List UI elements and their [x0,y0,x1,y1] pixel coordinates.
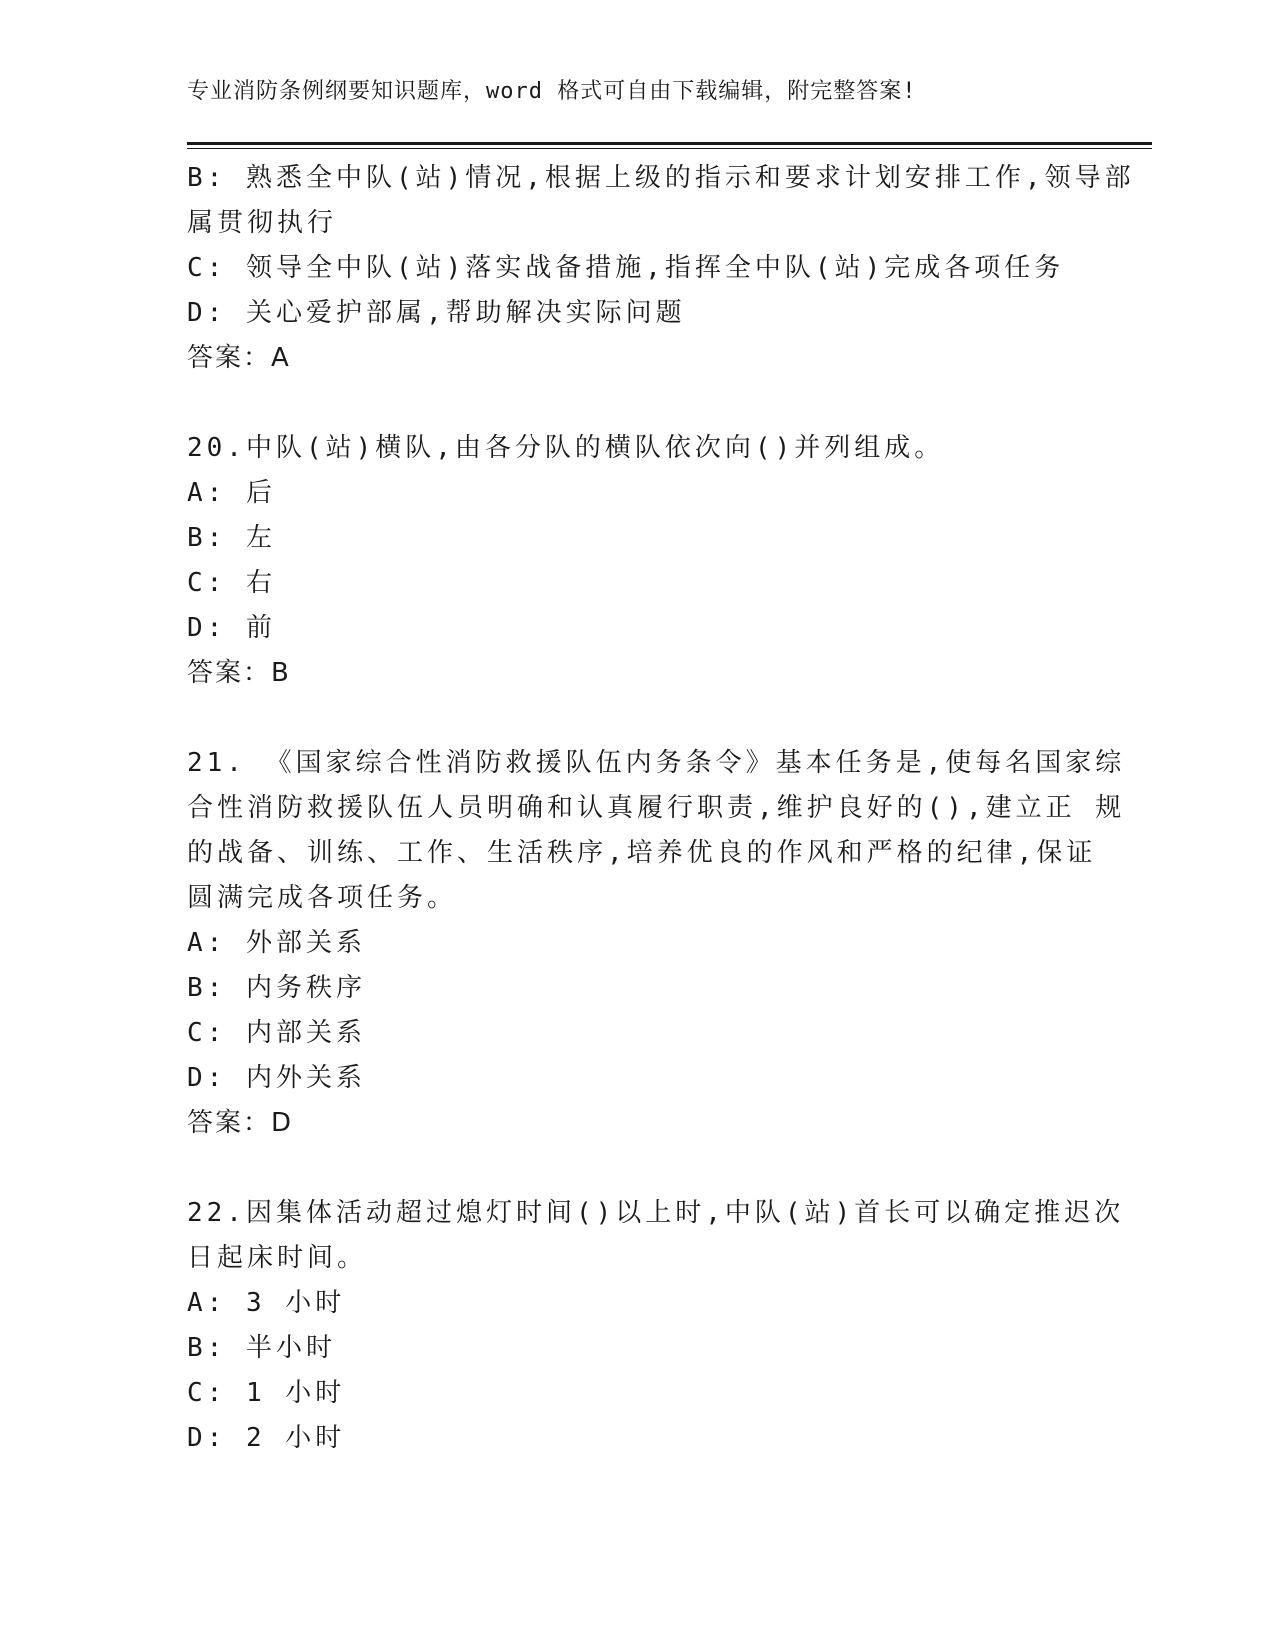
question-21 [187,741,1126,1146]
answer: 答案：B [187,658,291,688]
header-rule-thin [187,148,1152,149]
option-c: C: 内部关系 [187,1018,366,1048]
spacer [187,381,1087,426]
option-a: A: 3 小时 [187,1288,346,1318]
option-c: C: 1 小时 [187,1378,346,1408]
option-d: D: 内外关系 [187,1063,366,1093]
question-stem-line-1: 22.因集体活动超过熄灯时间()以上时,中队(站)首长可以确定推迟次 [187,1198,1125,1228]
answer: 答案：D [187,1108,294,1138]
answer: 答案：A [187,343,291,373]
option-c: C: 右 [187,568,276,598]
option-b-line-1: B: 熟悉全中队(站)情况,根据上级的指示和要求计划安排工作,领导部 [187,163,1135,193]
question-22 [187,1191,1125,1461]
option-b-line-2: 属贯彻执行 [187,208,338,238]
option-b: B: 半小时 [187,1333,336,1363]
option-c: C: 领导全中队(站)落实战备措施,指挥全中队(站)完成各项任务 [187,253,1065,283]
question-stem-line-4: 圆满完成各项任务。 [187,883,458,913]
question-stem-line-2: 日起床时间。 [187,1243,368,1273]
option-b: B: 内务秩序 [187,973,366,1003]
page-header: 专业消防条例纲要知识题库，word 格式可自由下载编辑，附完整答案! [187,79,917,104]
spacer [187,1146,1087,1191]
question-19-tail [187,156,1135,381]
option-b: B: 左 [187,523,276,553]
question-stem-line-3: 的战备、训练、工作、生活秩序,培养优良的作风和严格的纪律,保证 [187,838,1097,868]
question-stem-line-2: 合性消防救援队伍人员明确和认真履行职责,维护良好的(),建立正 规 [187,793,1126,823]
header-rule-thick [187,142,1152,145]
option-d: D: 2 小时 [187,1423,346,1453]
question-content [187,156,1135,1461]
question-stem-line-1: 21. 《国家综合性消防救援队伍内务条令》基本任务是,使每名国家综 [187,748,1126,778]
option-d: D: 前 [187,613,276,643]
option-a: A: 后 [187,478,276,508]
option-d: D: 关心爱护部属,帮助解决实际问题 [187,298,686,328]
question-20 [187,426,1087,696]
question-stem: 20.中队(站)横队,由各分队的横队依次向()并列组成。 [187,433,945,463]
spacer [187,696,1087,741]
option-a: A: 外部关系 [187,928,366,958]
